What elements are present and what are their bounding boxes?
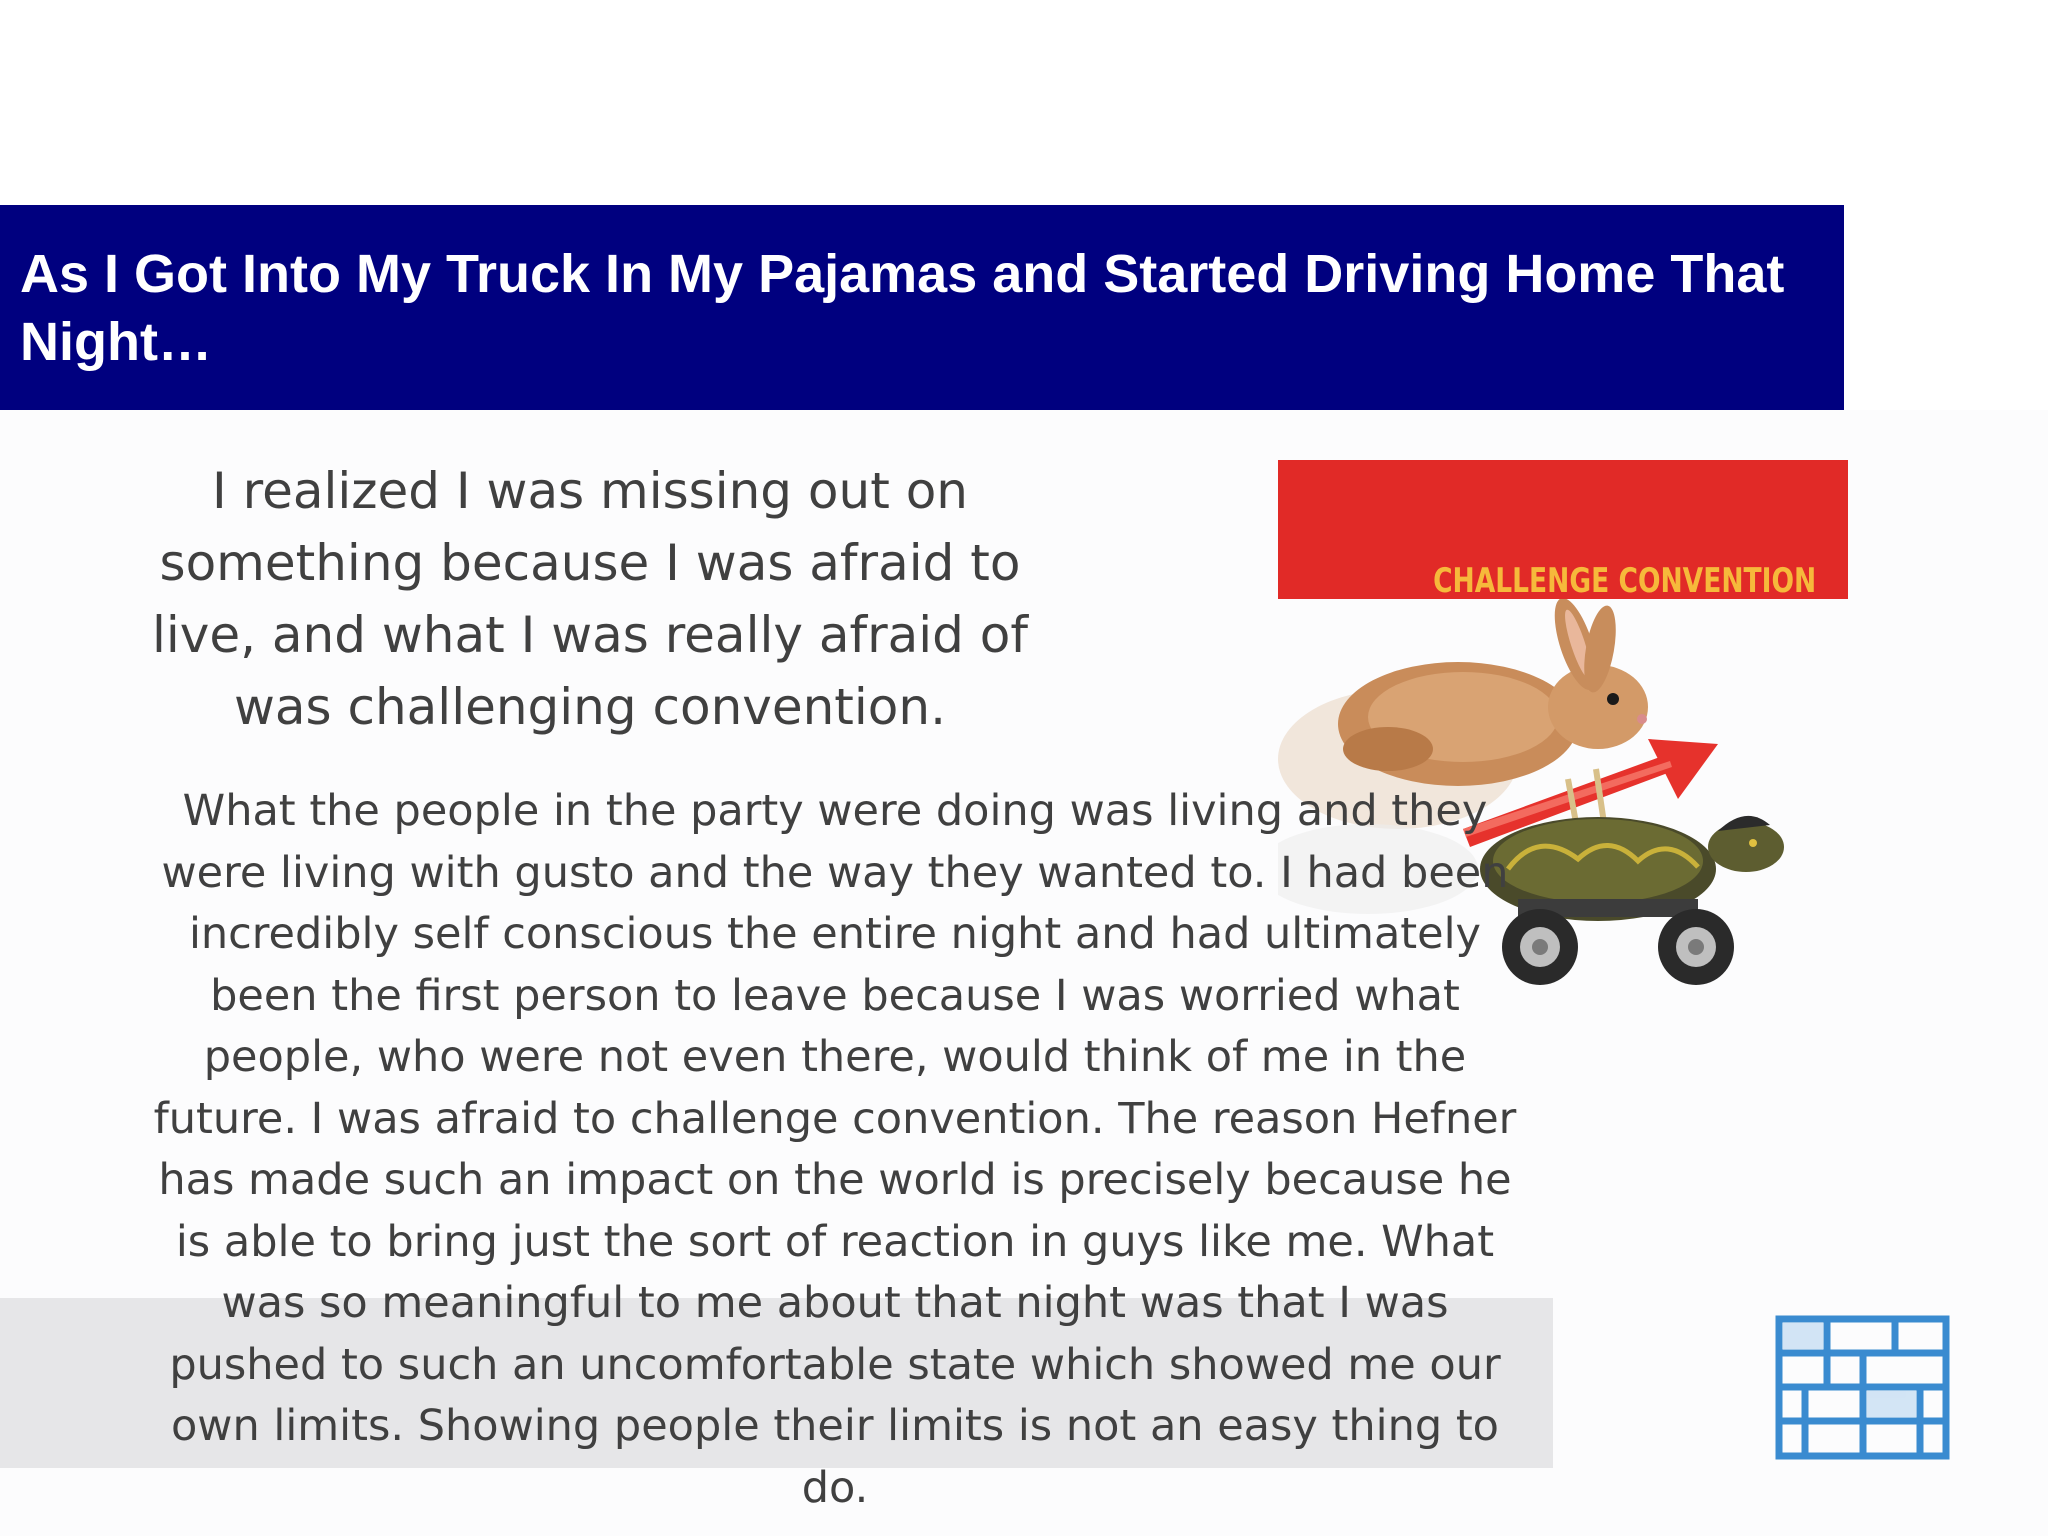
red-banner [1278,460,1848,599]
rabbit-icon [1338,599,1648,786]
grid-logo-icon [1775,1315,1950,1460]
body-paragraph: What the people in the party were doing was living and they were living with gusto and the way they wanted to. I had been incredibly self conscious the entire night and had ultimately been the first person to leave because I was worried what people, who were not even there, would think of me in the future. I was afraid to challenge convention. The reason Hefner has made such an impact on the world is precisely because he is able to bring just the sort of reaction in guys like me. What was so meaningful to me about that night was that I was pushed to such an uncomfortable state which showed me our own limits. Showing people their limits is not an easy thing to do. [153,786,1517,1513]
slide-title: As I Got Into My Truck In My Pajamas and Started Driving Home That Night… [20,244,1785,372]
lead-paragraph: I realized I was missing out on something because I was afraid to live, and what I was really afraid of was challenging convention. [151,462,1028,736]
banner-text: CHALLENGE CONVENTION [1432,561,1816,601]
